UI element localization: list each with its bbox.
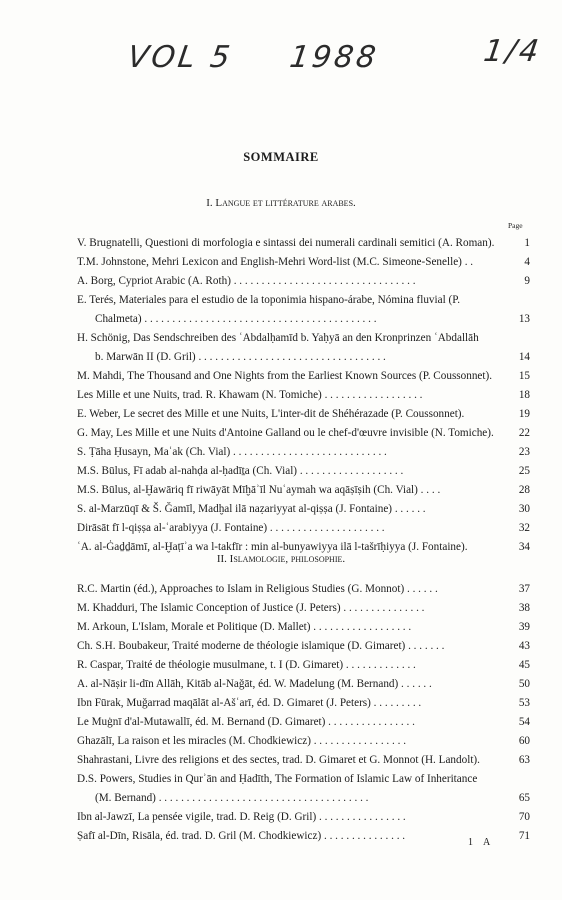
- toc-entry-text: [77, 329, 530, 367]
- toc-entry-title: Ghazālī, La raison et les miracles (M. Chodkiewicz) . . . . . . . . . . . . . . . . .: [77, 735, 407, 747]
- toc-page-number: 65: [518, 792, 530, 804]
- toc-entry: [77, 675, 530, 694]
- section-1-number: I.: [206, 197, 213, 209]
- toc-entry: [77, 272, 530, 291]
- toc-entry: [77, 291, 530, 329]
- toc-entry-title: T.M. Johnstone, Mehri Lexicon and English-Mehri Word-list (M.C. Simeone-Senelle) . .: [77, 256, 474, 268]
- toc-page-number: 43: [518, 640, 530, 652]
- toc-page-number: 71: [518, 830, 530, 842]
- toc-page-number: 1: [524, 237, 530, 249]
- toc-entry: [77, 656, 530, 675]
- handwritten-volume: VOL 5: [125, 40, 235, 75]
- toc-entry-title: E. Weber, Le secret des Mille et une Nuits, L'inter-dit de Shéhérazade (P. Coussonnet).: [77, 408, 465, 420]
- toc-entry-title: M.S. Būlus, Fī adab al-nahḍa al-ḥadīṯa (Ch. Vial) . . . . . . . . . . . . . . . . . . .: [77, 465, 404, 477]
- section-2-entries: [77, 580, 530, 846]
- toc-page-number: 15: [518, 370, 530, 382]
- toc-entry-title: A. Borg, Cypriot Arabic (A. Roth) . . . . . . . . . . . . . . . . . . . . . . . . . . . . . . . . .: [77, 275, 416, 287]
- toc-entry-text: [77, 367, 530, 386]
- toc-entry-text: [77, 443, 530, 462]
- toc-entry-continuation: b. Marwān II (D. Gril) . . . . . . . . . . . . . . . . . . . . . . . . . . . . . . . . . .: [95, 351, 386, 363]
- toc-entry: [77, 694, 530, 713]
- toc-entry: [77, 808, 530, 827]
- toc-entry-text: [77, 291, 530, 329]
- toc-entry: [77, 599, 530, 618]
- toc-entry-text: [77, 386, 530, 405]
- toc-entry: [77, 462, 530, 481]
- toc-entry-text: [77, 827, 530, 846]
- toc-entry-title: Ch. S.H. Boubakeur, Traité moderne de théologie islamique (D. Gimaret) . . . . . . .: [77, 640, 445, 652]
- toc-entry-text: [77, 713, 530, 732]
- section-1-title: [0, 197, 562, 209]
- handwritten-year: 1988: [287, 40, 381, 75]
- toc-entry-text: [77, 694, 530, 713]
- toc-entry-text: [77, 580, 530, 599]
- toc-entry-text: [77, 481, 530, 500]
- toc-entry-text: [77, 405, 530, 424]
- toc-entry-title: M. Khadduri, The Islamic Conception of Justice (J. Peters) . . . . . . . . . . . . . . .: [77, 602, 425, 614]
- toc-entry-title: M. Mahdi, The Thousand and One Nights from the Earliest Known Sources (P. Coussonnet).: [77, 370, 493, 382]
- section-1-name: Langue et littérature arabes.: [215, 197, 356, 209]
- page-column-header: Page: [508, 221, 523, 230]
- toc-page-number: 34: [518, 541, 530, 553]
- toc-page-number: 14: [518, 351, 530, 363]
- toc-entry: [77, 253, 530, 272]
- toc-entry: [77, 519, 530, 538]
- toc-entry-title: R. Caspar, Traité de théologie musulmane, t. I (D. Gimaret) . . . . . . . . . . . . .: [77, 659, 416, 671]
- toc-entry-continuation: Chalmeta) . . . . . . . . . . . . . . . . . . . . . . . . . . . . . . . . . . . . . . . . . .: [95, 313, 377, 325]
- toc-page-number: 53: [518, 697, 530, 709]
- toc-entry: [77, 500, 530, 519]
- toc-entry-title: V. Brugnatelli, Questioni di morfologia e sintassi dei numerali cardinali semitici (A. Roman).: [77, 237, 495, 249]
- toc-entry-title: M.S. Būlus, al-Ḫawāriq fī riwāyāt Mīḫāʾīl Nuʿaymah wa aqāṣīṣih (Ch. Vial) . . . .: [77, 484, 441, 496]
- toc-entry: [77, 732, 530, 751]
- handwritten-fraction: 1/4: [481, 34, 544, 69]
- toc-entry-title: Les Mille et une Nuits, trad. R. Khawam (N. Tomiche) . . . . . . . . . . . . . . . . . .: [77, 389, 423, 401]
- toc-entry-text: [77, 751, 530, 770]
- toc-page-number: 28: [518, 484, 530, 496]
- toc-page-number: 30: [518, 503, 530, 515]
- toc-entry-text: [77, 770, 530, 808]
- toc-entry-text: [77, 519, 530, 538]
- toc-entry: [77, 827, 530, 846]
- toc-entry-title: M. Arkoun, L'Islam, Morale et Politique (D. Mallet) . . . . . . . . . . . . . . . . . .: [77, 621, 412, 633]
- toc-page-number: 4: [524, 256, 530, 268]
- page-title: SOMMAIRE: [243, 150, 319, 164]
- toc-entry: [77, 443, 530, 462]
- toc-page-number: 22: [518, 427, 530, 439]
- toc-page-number: 19: [518, 408, 530, 420]
- toc-entry-title: R.C. Martin (éd.), Approaches to Islam in Religious Studies (G. Monnot) . . . . . .: [77, 583, 438, 595]
- section-2-title: [0, 553, 562, 565]
- toc-entry-title: Dirāsāt fī l-qiṣṣa al-ʿarabiyya (J. Fontaine) . . . . . . . . . . . . . . . . . . . . .: [77, 522, 385, 534]
- toc-entry: [77, 386, 530, 405]
- toc-entry-title: D.S. Powers, Studies in Qurʾān and Ḥadīth, The Formation of Islamic Law of Inheritance: [77, 773, 478, 785]
- toc-entry-title: Ibn al-Jawzī, La pensée vigile, trad. D. Reig (D. Gril) . . . . . . . . . . . . . . . .: [77, 811, 406, 823]
- toc-entry-title: G. May, Les Mille et une Nuits d'Antoine Galland ou le chef-d'œuvre invisible (N. Tomiche).: [77, 427, 494, 439]
- toc-page-number: 45: [518, 659, 530, 671]
- section-2-number: II.: [216, 553, 227, 565]
- toc-entry: [77, 580, 530, 599]
- toc-entry-title: ʿA. al-Ġaḏḏāmī, al-Ḫaṭīʾa wa l-takfīr : min al-bunyawiyya ilā l-tašrīḥiyya (J. Fontaine).: [77, 541, 468, 553]
- toc-page-number: 25: [518, 465, 530, 477]
- toc-entry: [77, 367, 530, 386]
- toc-page-number: 13: [518, 313, 530, 325]
- toc-entry-text: [77, 253, 530, 272]
- toc-entry-text: [77, 618, 530, 637]
- toc-entry-title: Shahrastani, Livre des religions et des sectes, trad. D. Gimaret et G. Monnot (H. Landolt).: [77, 754, 480, 766]
- toc-page-number: 9: [524, 275, 530, 287]
- toc-page-number: 54: [518, 716, 530, 728]
- toc-entry: [77, 405, 530, 424]
- printer-signature: 1 A: [468, 837, 495, 848]
- toc-page-number: 37: [518, 583, 530, 595]
- toc-entry-text: [77, 675, 530, 694]
- toc-entry-title: Ṣafī al-Dīn, Risāla, éd. trad. D. Gril (M. Chodkiewicz) . . . . . . . . . . . . . . .: [77, 830, 406, 842]
- section-2-name: Islamologie, philosophie.: [229, 553, 346, 565]
- toc-page-number: 38: [518, 602, 530, 614]
- toc-page-number: 39: [518, 621, 530, 633]
- toc-entry-title: Le Muġnī d'al-Mutawallī, éd. M. Bernand (D. Gimaret) . . . . . . . . . . . . . . . .: [77, 716, 415, 728]
- toc-entry: [77, 770, 530, 808]
- toc-entry: [77, 481, 530, 500]
- toc-page-number: 32: [518, 522, 530, 534]
- toc-entry-title: H. Schönig, Das Sendschreiben des ʿAbdalḥamīd b. Yaḥyā an den Kronprinzen ʿAbdallāh: [77, 332, 479, 344]
- toc-entry-title: A. al-Nāṣir li-dīn Allāh, Kitāb al-Naǧāt, éd. W. Madelung (M. Bernand) . . . . . .: [77, 678, 432, 690]
- toc-entry: [77, 751, 530, 770]
- toc-page-number: 60: [518, 735, 530, 747]
- toc-entry: [77, 329, 530, 367]
- toc-entry-text: [77, 637, 530, 656]
- toc-entry-text: [77, 462, 530, 481]
- toc-page-number: 50: [518, 678, 530, 690]
- toc-entry: [77, 234, 530, 253]
- toc-entry-continuation: (M. Bernand) . . . . . . . . . . . . . . . . . . . . . . . . . . . . . . . . . . . . . .: [95, 792, 369, 804]
- toc-entry-text: [77, 500, 530, 519]
- toc-entry-text: [77, 599, 530, 618]
- toc-entry-text: [77, 234, 530, 253]
- toc-entry: [77, 637, 530, 656]
- toc-entry-text: [77, 424, 530, 443]
- toc-entry-title: Ibn Fūrak, Muǧarrad maqālāt al-Ašʿarī, éd. D. Gimaret (J. Peters) . . . . . . . . .: [77, 697, 422, 709]
- toc-page-number: 18: [518, 389, 530, 401]
- toc-entry-title: E. Terés, Materiales para el estudio de la toponimia hispano-árabe, Nómina fluvial (P.: [77, 294, 460, 306]
- toc-page-number: 23: [518, 446, 530, 458]
- toc-entry-text: [77, 272, 530, 291]
- toc-entry: [77, 713, 530, 732]
- toc-entry-text: [77, 732, 530, 751]
- toc-entry: [77, 424, 530, 443]
- section-1-entries: [77, 234, 530, 557]
- toc-entry-text: [77, 656, 530, 675]
- toc-page-number: 63: [518, 754, 530, 766]
- toc-entry-title: S. al-Marzūqī & Š. Ğamīl, Madḫal ilā naẓariyyat al-qiṣṣa (J. Fontaine) . . . . . .: [77, 503, 426, 515]
- toc-entry-text: [77, 808, 530, 827]
- toc-page-number: 70: [518, 811, 530, 823]
- toc-entry: [77, 618, 530, 637]
- toc-entry-title: S. Ṭāha Ḥusayn, Maʿak (Ch. Vial) . . . . . . . . . . . . . . . . . . . . . . . . . . . .: [77, 446, 387, 458]
